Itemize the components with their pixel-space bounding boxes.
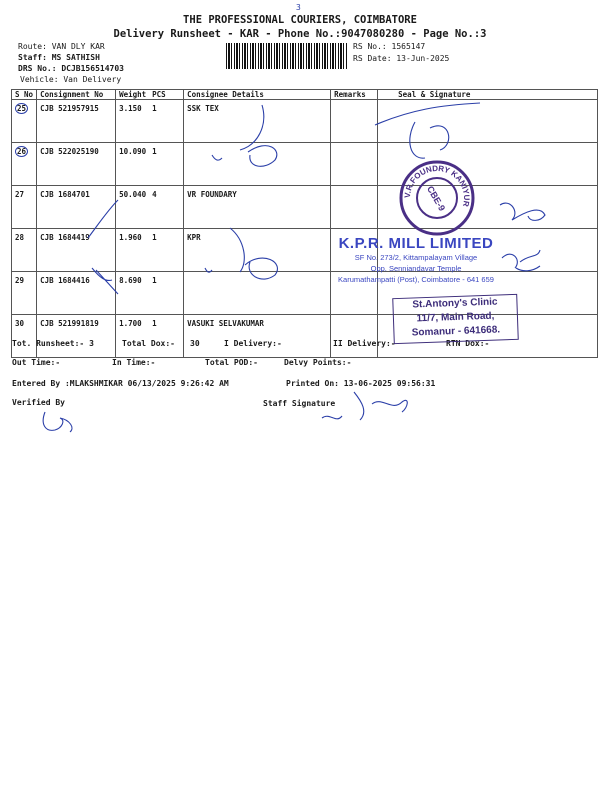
col-sno: S No [12, 90, 37, 100]
row-consignment: CJB 1684701 [37, 186, 116, 229]
delvy-points: Delvy Points:- [284, 358, 352, 367]
row-weight: 8.690 [116, 272, 150, 315]
row-consignment: CJB 521957915 [37, 100, 116, 143]
row-pcs: 1 [149, 272, 184, 315]
staff-signature-mark [322, 392, 407, 420]
signature-mark [502, 250, 540, 271]
row-weight: 1.700 [116, 315, 150, 358]
row-consignment: CJB 1684419 [37, 229, 116, 272]
col-consignment: Consignment No [37, 90, 116, 100]
drs-number: DRS No.: DCJB156514703 [18, 64, 124, 73]
kpr-stamp-line1: SF No. 273/2, Kittampalayam Village [354, 253, 478, 262]
row-consignee: KPR [184, 229, 331, 272]
row-sno: 30 [12, 315, 37, 358]
vehicle-text: Vehicle: Van Delivery [20, 75, 122, 84]
row-weight: 1.960 [116, 229, 150, 272]
row-consignee: VASUKI SELVAKUMAR [184, 315, 331, 358]
clinic-stamp-line1: St.Antony's Clinic [412, 296, 498, 311]
round-seal-text: V.R.FOUNDRY KANIYUR [402, 163, 472, 208]
col-seal: Seal & Signature [378, 90, 598, 100]
kpr-stamp-line2: Opp. Senniandavar Temple [370, 264, 462, 273]
signature-mark [500, 203, 545, 220]
total-runsheet: Tot. Runsheet:- 3 [12, 339, 94, 348]
total-dox-label: Total Dox:- [122, 339, 175, 348]
row-pcs: 1 [149, 100, 184, 143]
printed-on: Printed On: 13-06-2025 09:56:31 [286, 379, 436, 388]
row-consignment: CJB 1684416 [37, 272, 116, 315]
entered-by: Entered By :MLAKSHMIKAR 06/13/2025 9:26:42 AM [12, 379, 229, 388]
row-consignment: CJB 522025190 [37, 143, 116, 186]
staff-signature-label: Staff Signature [263, 399, 336, 408]
rtn-dox: RTN Dox:- [446, 339, 490, 348]
rs-number: RS No.: 1565147 [353, 42, 426, 51]
row-pcs: 4 [149, 186, 184, 229]
total-pod: Total POD:- [205, 358, 258, 367]
row-pcs: 1 [149, 315, 184, 358]
signature-mark [240, 105, 264, 150]
row-pcs: 1 [149, 143, 184, 186]
row-weight: 10.090 [116, 143, 150, 186]
in-time: In Time:- [112, 358, 156, 367]
page-number-mark: 3 [296, 3, 301, 12]
tick-mark [92, 268, 118, 294]
row-sno-value: 26 [17, 147, 27, 156]
company-title: THE PROFESSIONAL COURIERS, COIMBATORE [183, 14, 417, 26]
row-weight: 3.150 [116, 100, 150, 143]
row-sno: 29 [12, 272, 37, 315]
i-delivery: I Delivery:- [224, 339, 282, 348]
kpr-stamp-name: K.P.R. MILL LIMITED [338, 235, 494, 252]
col-remarks: Remarks [331, 90, 378, 100]
staff-text: Staff: MS SATHISH [18, 53, 100, 62]
verified-by: Verified By [12, 398, 65, 407]
row-pcs: 1 [149, 229, 184, 272]
route-text: Route: VAN DLY KAR [18, 42, 105, 51]
out-time: Out Time:- [12, 358, 61, 367]
col-pcs: PCS [149, 90, 184, 100]
total-dox-value: 30 [190, 339, 200, 348]
signature-mark [375, 103, 480, 158]
row-consignment: CJB 521991819 [37, 315, 116, 358]
ii-delivery: II Delivery:- [333, 339, 396, 348]
svg-text:CBE-9: CBE-9 [425, 184, 448, 213]
row-sno-value: 25 [17, 104, 27, 113]
row-sno: 28 [12, 229, 37, 272]
row-consignee: VR FOUNDARY [184, 186, 331, 229]
clinic-stamp-line2: 11/7, Main Road, [416, 310, 495, 325]
clinic-stamp-line3: Somanur - 641668. [411, 324, 501, 339]
runsheet-subtitle: Delivery Runsheet - KAR - Phone No.:9047080280 - Page No.:3 [113, 28, 487, 40]
tick-mark [88, 200, 118, 238]
signature-mark [205, 228, 277, 279]
rs-date: RS Date: 13-Jun-2025 [353, 54, 450, 63]
row-sno: 27 [12, 186, 37, 229]
row-weight: 50.040 [116, 186, 150, 229]
row-consignee: SSK TEX [184, 100, 331, 143]
verifier-signature-mark [43, 412, 72, 432]
kpr-stamp-line3: Karumathampatti (Post), Coimbatore - 641 659 [338, 275, 494, 284]
col-consignee: Consignee Details [184, 90, 331, 100]
col-weight: Weight [116, 90, 150, 100]
